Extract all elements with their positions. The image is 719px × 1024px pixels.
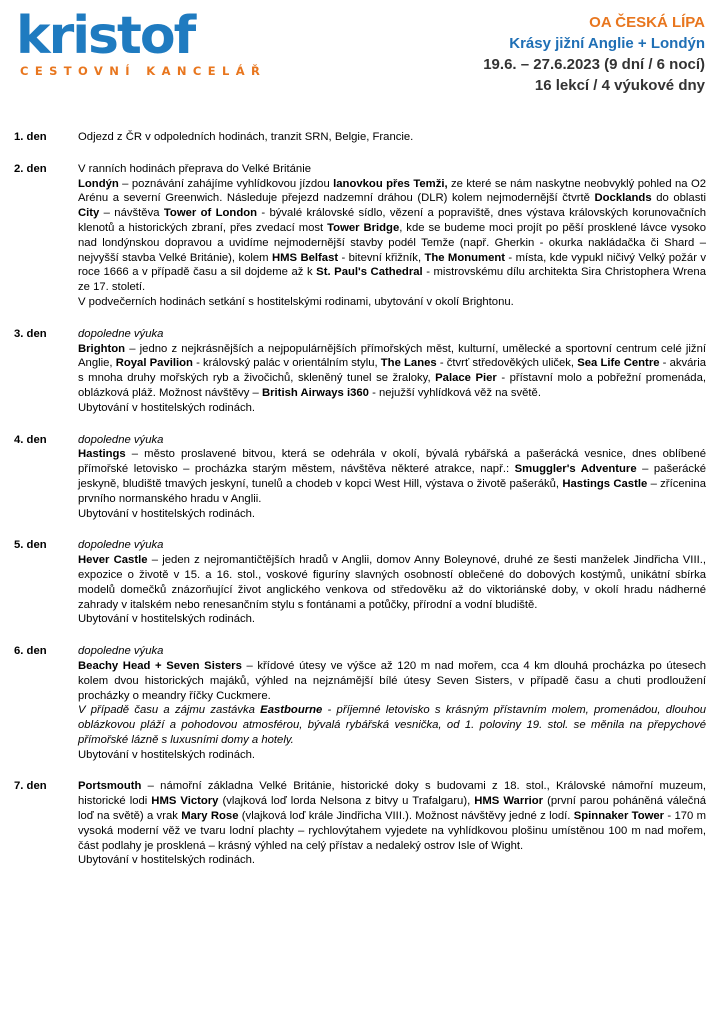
body-text: Ubytování v hostitelských rodinách. [78, 401, 256, 414]
itinerary-day [14, 130, 706, 145]
day-paragraph [78, 401, 706, 416]
body-text: – jeden z nejromantičtějších hradů v Anglii, domov Anny Boleynové, druhé ze šesti manželek Jindřicha VIII., expozice o životě v 15. a 16. stol., voskové figuríny slavných osobností oblečené do dobových kostýmů, unikátní sbírka modelů domečků znázorňující život anglického venkova od středověku až do viktoriánské doby, v okolí hradu nádherné zahrady v italském nebo renesančním stylu s fontánami a potůčky, přírodní a vodní bludiště. [78, 554, 706, 611]
body-text: dopoledne výuka [78, 327, 164, 340]
body-text: - bitevní křižník, [338, 251, 425, 264]
body-text: – návštěva [99, 207, 164, 220]
body-text: - královský palác v orientálním stylu, [192, 357, 381, 370]
body-text: Odjezd z ČR v odpoledních hodinách, tranzit SRN, Belgie, Francie. [78, 131, 414, 143]
body-text: do oblasti [651, 192, 707, 205]
highlight-text: The Monument [424, 251, 506, 264]
body-text: ze které se nám naskytne neobvyklý pohled na O2 Arénu a severní Greenwich. Následuje přejezd nadzemní dráhou (DLR) kolem nejmodernější čtvrtě [78, 177, 707, 205]
highlight-text: Sea Life Centre [577, 357, 660, 370]
day-paragraph [78, 612, 706, 627]
body-text: V ranních hodinách přeprava do Velké Británie [78, 162, 311, 175]
body-text: – námořní základna Velké Británie, historické doky s budovami z 18. stol., Královské námořní muzeum, historické lodi [78, 780, 706, 808]
highlight-text: Beachy Head + Seven Sisters [78, 659, 242, 672]
body-text: - místa, kde vypukl ničivý Velký požár v roce 1666 a v případě času a sil dojdeme až k [78, 251, 706, 279]
day-description [78, 433, 706, 522]
body-text: dopoledne výuka [78, 539, 164, 552]
body-text: dopoledne výuka [78, 645, 164, 658]
day-label: 3. den [14, 327, 47, 340]
day-paragraph [78, 447, 706, 506]
day-paragraph [78, 779, 706, 853]
highlight-text: Hever Castle [78, 554, 148, 567]
highlight-text: Smuggler's Adventure [514, 463, 637, 476]
day-description [78, 130, 706, 145]
day-paragraph [78, 659, 706, 703]
day-label: 7. den [14, 780, 47, 793]
day-paragraph [78, 177, 706, 295]
highlight-text: Portsmouth [78, 780, 142, 793]
body-text: – křídové útesy ve výšce až 120 m nad mořem, cca 4 km dlouhá procházka po útesech kolem dvou historických majáků, výhled na nejznámější bílé útesy Seven Sisters, v případě času a chuti prodloužení procházky o meandry říčky Cuckmere. [78, 659, 707, 702]
school-name: OA ČESKÁ LÍPA [589, 14, 705, 31]
highlight-text: Brighton [78, 342, 126, 355]
day-paragraph [78, 703, 706, 747]
highlight-text: St. Paul's Cathedral [316, 266, 423, 279]
day-paragraph [78, 748, 706, 763]
day-paragraph [78, 130, 706, 145]
highlight-text: Eastbourne [260, 704, 323, 717]
trip-lessons: 16 lekcí / 4 výukové dny [534, 77, 705, 94]
body-text: – zřícenina prvního normanského hradu v Anglii. [78, 477, 706, 505]
day-label: 1. den [14, 131, 47, 143]
highlight-text: HMS Belfast [271, 251, 339, 264]
body-text: - bývalé královské sídlo, vězení a popraviště, dnes výstava královských korunovačních klenotů a historických zbraní, přes zvedací most [78, 207, 706, 234]
highlight-text: Docklands [594, 192, 652, 205]
day-paragraph [78, 342, 706, 401]
day-paragraph [78, 507, 706, 522]
day-label: 6. den [14, 645, 47, 658]
day-paragraph [78, 327, 706, 342]
logo-subtitle: CESTOVNÍ KANCELÁŘ [20, 64, 267, 78]
day-paragraph [78, 433, 706, 448]
day-label: 4. den [14, 433, 47, 446]
day-description [78, 538, 706, 627]
body-text: Ubytování v hostitelských rodinách. [78, 507, 256, 520]
body-text: – město proslavené bitvou, která se odehrála v okolí, bývalá rybářská a pašerácká vesnice, dnes oblíbené přímořské letovisko – procházka starým městem, návštěva některé atrakce, např.: [78, 448, 706, 476]
highlight-text: Londýn [78, 177, 119, 190]
body-text: (první parou poháněná válečná loď na světě) a vrak [78, 795, 707, 823]
highlight-text: Palace Pier [435, 372, 497, 385]
body-text: dopoledne výuka [78, 433, 164, 446]
highlight-text: HMS Warrior [474, 795, 544, 808]
itinerary-day [14, 644, 706, 762]
highlight-text: British Airways i360 [261, 386, 369, 399]
day-paragraph [78, 553, 706, 612]
body-text: Ubytování v hostitelských rodinách. [78, 613, 256, 626]
day-description [78, 644, 706, 762]
trip-header [483, 12, 705, 96]
body-text: – pašerácké jeskyně, bludiště tmavých jeskyní, tunelů a chodeb v kopci West Hill, výstava o životě pašeráků, [78, 463, 707, 490]
body-text: V případě času a zájmu zastávka [78, 704, 261, 717]
highlight-text: HMS Victory [151, 795, 219, 808]
itinerary [14, 130, 706, 885]
day-paragraph [78, 853, 706, 868]
company-logo [16, 6, 286, 80]
day-paragraph [78, 162, 706, 177]
body-text: – poznávání zahájíme vyhlídkovou jízdou [118, 177, 334, 190]
day-paragraph [78, 295, 706, 310]
highlight-text: Tower Bridge [327, 221, 400, 234]
body-text: - příjemné letovisko s krásným přístavním molem, promenádou, dlouhou oblázkovou pláží a pohodovou atmosférou, bývalá rybářská vesnička, od 1. poloviny 19. stol. se měnila na přepychové přímořské lázně s luxusními domy a hotely. [78, 704, 707, 746]
highlight-text: Royal Pavilion [115, 357, 193, 370]
day-paragraph [78, 644, 706, 659]
trip-dates: 19.6. – 27.6.2023 (9 dní / 6 nocí) [483, 56, 705, 73]
day-paragraph [78, 538, 706, 553]
body-text: Ubytování v hostitelských rodinách. [78, 854, 256, 867]
itinerary-day [14, 779, 706, 868]
body-text: Ubytování v hostitelských rodinách. [78, 748, 256, 761]
itinerary-day [14, 433, 706, 522]
highlight-text: Hastings Castle [562, 477, 648, 490]
day-label: 5. den [14, 539, 47, 552]
highlight-text: lanovkou přes Temži, [333, 177, 448, 190]
highlight-text: Mary Rose [181, 810, 239, 823]
itinerary-day [14, 162, 706, 310]
body-text: - 170 m vysoká moderní věž ve tvaru lodní plachty – rychlovýtahem vyjedete na vyhlídkovou plošinu umístěnou 100 m nad mořem, část podlahy je prosklená – krásný výhled na celý přístav a nedaleký ostrov Isle of Wight. [78, 810, 706, 852]
itinerary-day [14, 538, 706, 627]
body-text: - čtvrť středověkých uliček, [436, 357, 578, 370]
highlight-text: City [78, 207, 100, 220]
body-text: - přístavní molo a pobřežní promenáda, oblázková pláž. Možnost návštěvy – [78, 372, 707, 399]
highlight-text: Spinnaker Tower [573, 810, 665, 823]
day-description [78, 327, 706, 416]
day-label: 2. den [14, 162, 47, 175]
body-text: (vlajková loď lorda Nelsona z bitvy u Trafalgaru), [218, 795, 475, 808]
highlight-text: Hastings [78, 448, 126, 461]
body-text: , kde se budeme moci projít po pěší prosklené lávce vysoko nad londýnskou dopravou a uvidíme nejmodernější stavby podél Temže (např. Gherkin - okurka nakládačka či Shard – nejvyšší stavba Velké Británie), kolem [78, 221, 706, 264]
day-description [78, 779, 706, 868]
highlight-text: Tower of London [163, 207, 258, 220]
logo-wordmark: kristof [16, 6, 195, 66]
body-text: (vlajková loď krále Jindřicha VIII.). Možnost návštěvy jedné z lodí. [238, 810, 574, 823]
itinerary-day [14, 327, 706, 416]
body-text: - nejužší vyhlídková věž na světě. [368, 386, 541, 399]
body-text: V podvečerních hodinách setkání s hostitelskými rodinami, ubytování v okolí Brightonu. [78, 295, 514, 308]
body-text: – jedno z nejkrásnějších a nejpopulárnějších přímořských měst, kulturní, umělecké a sportovní centrum celé jižní Anglie, [78, 342, 706, 370]
trip-title: Krásy jižní Anglie + Londýn [509, 35, 705, 52]
highlight-text: The Lanes [380, 357, 437, 370]
body-text: - mistrovskému dílu architekta Sira Christophera Wrena ze 17. století. [78, 266, 706, 294]
body-text: - akvária s mnoha druhy mořských ryb a živočichů, skleněný tunel se žraloky, [78, 357, 706, 385]
day-description [78, 162, 706, 310]
